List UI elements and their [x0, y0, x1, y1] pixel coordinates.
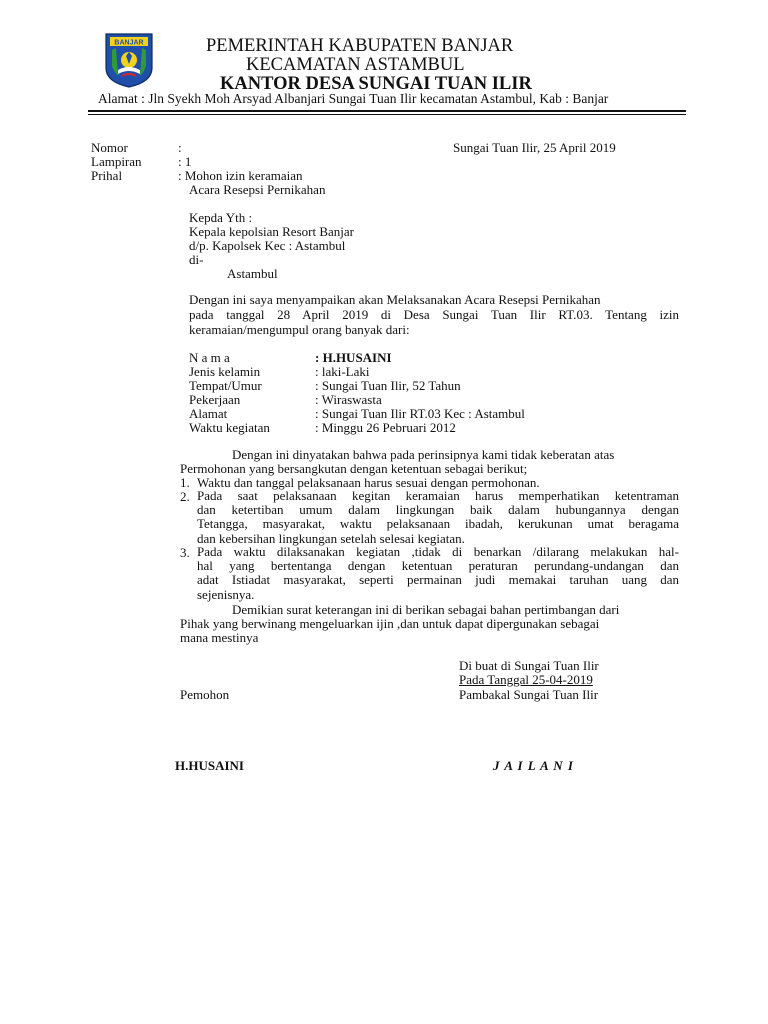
official-title: Pambakal Sungai Tuan Ilir — [459, 687, 599, 702]
logo-text: BANJAR — [114, 39, 144, 47]
detail-value: : laki-Laki — [315, 364, 370, 379]
intro-line-3: keramaian/mengumpul orang banyak dari: — [189, 322, 410, 337]
recipient-di: di- — [189, 252, 204, 267]
condition-text: hal yang bertentanga dengan ketentuan peraturan perundang-undangan dan — [197, 558, 679, 573]
letterhead-divider-thin — [88, 114, 686, 115]
condition-text: dan kebersihan lingkungan setelah selesai kegiatan. — [197, 531, 465, 546]
issued-date: Pada Tanggal 25-04-2019 — [459, 672, 593, 687]
place-date: Sungai Tuan Ilir, 25 April 2019 — [453, 140, 616, 155]
official-signature-name: J A I L A N I — [493, 758, 574, 773]
letterhead-divider-thick — [88, 110, 686, 112]
recipient-name: Kepala kepolsian Resort Banjar — [189, 224, 354, 239]
condition-text: Pada saat pelaksanaan kegitan keramaian harus memperhatikan ketentraman — [197, 488, 679, 503]
detail-label: N a m a — [189, 350, 230, 365]
intro-line-1: Dengan ini saya menyampaikan akan Melaksanakan Acara Resepsi Pernikahan — [189, 292, 601, 307]
detail-value: : Sungai Tuan Ilir RT.03 Kec : Astambul — [315, 406, 525, 421]
letterhead-district: KECAMATAN ASTAMBUL — [246, 55, 465, 75]
recipient-city: Astambul — [227, 266, 278, 281]
nomor-value: : — [178, 140, 182, 155]
recipient-greeting: Kepda Yth : — [189, 210, 253, 225]
detail-label: Waktu kegiatan — [189, 420, 270, 435]
detail-value: : Minggu 26 Pebruari 2012 — [315, 420, 456, 435]
closing-line-1: Demikian surat keterangan ini di berikan sebagai bahan pertimbangan dari — [232, 602, 620, 617]
closing-line-3: mana mestinya — [180, 630, 259, 645]
condition-text: Waktu dan tanggal pelaksanaan harus sesuai dengan permohonan. — [197, 475, 540, 490]
condition-text: adat Istiadat masyarakat, seperti permainan judi memakai taruhan uang dan — [197, 572, 679, 587]
condition-text: Pada waktu dilaksanakan kegiatan ,tidak di benarkan /dilarang melakukan hal- — [197, 544, 679, 559]
detail-value: : H.HUSAINI — [315, 350, 392, 365]
prihal-label: Prihal — [91, 168, 123, 183]
nomor-label: Nomor — [91, 140, 128, 155]
condition-number: 3. — [180, 545, 190, 560]
recipient-attn: d/p. Kapolsek Kec : Astambul — [189, 238, 346, 253]
condition-number: 2. — [180, 489, 190, 504]
lampiran-value: : 1 — [178, 154, 192, 169]
applicant-signature-name: H.HUSAINI — [175, 758, 244, 773]
statement-line-1: Dengan ini dinyatakan bahwa pada perinsipnya kami tidak keberatan atas — [232, 447, 615, 462]
intro-line-2: pada tanggal 28 April 2019 di Desa Sungai Tuan Ilir RT.03. Tentang izin — [189, 307, 679, 322]
issued-at: Di buat di Sungai Tuan Ilir — [459, 658, 599, 673]
detail-value: : Sungai Tuan Ilir, 52 Tahun — [315, 378, 461, 393]
condition-text: sejenisnya. — [197, 587, 255, 602]
detail-label: Jenis kelamin — [189, 364, 261, 379]
condition-text: Tetangga, masyarakat, waktu pelaksanaan ibadah, kerukunan umat beragama — [197, 516, 679, 531]
condition-text: dan ketertiban umum dalam lingkungan baik dalam hubungannya dengan — [197, 502, 679, 517]
letterhead-address: Alamat : Jln Syekh Moh Arsyad Albanjari Sungai Tuan Ilir kecamatan Astambul, Kab : Banjar — [98, 91, 609, 106]
banjar-regency-logo — [104, 32, 154, 88]
detail-value: : Wiraswasta — [315, 392, 382, 407]
statement-line-2: Permohonan yang bersangkutan dengan ketentuan sebagai berikut; — [180, 461, 528, 476]
closing-line-2: Pihak yang berwinang mengeluarkan ijin ,dan untuk dapat dipergunakan sebagai — [180, 616, 600, 631]
detail-label: Alamat — [189, 406, 228, 421]
detail-label: Pekerjaan — [189, 392, 241, 407]
applicant-label: Pemohon — [180, 687, 230, 702]
letterhead-office: KANTOR DESA SUNGAI TUAN ILIR — [220, 74, 532, 94]
lampiran-label: Lampiran — [91, 154, 142, 169]
letterhead-government: PEMERINTAH KABUPATEN BANJAR — [206, 36, 514, 56]
prihal-value: : Mohon izin keramaian — [178, 168, 303, 183]
condition-number: 1. — [180, 475, 190, 490]
detail-label: Tempat/Umur — [189, 378, 262, 393]
prihal-value-cont: Acara Resepsi Pernikahan — [189, 182, 326, 197]
